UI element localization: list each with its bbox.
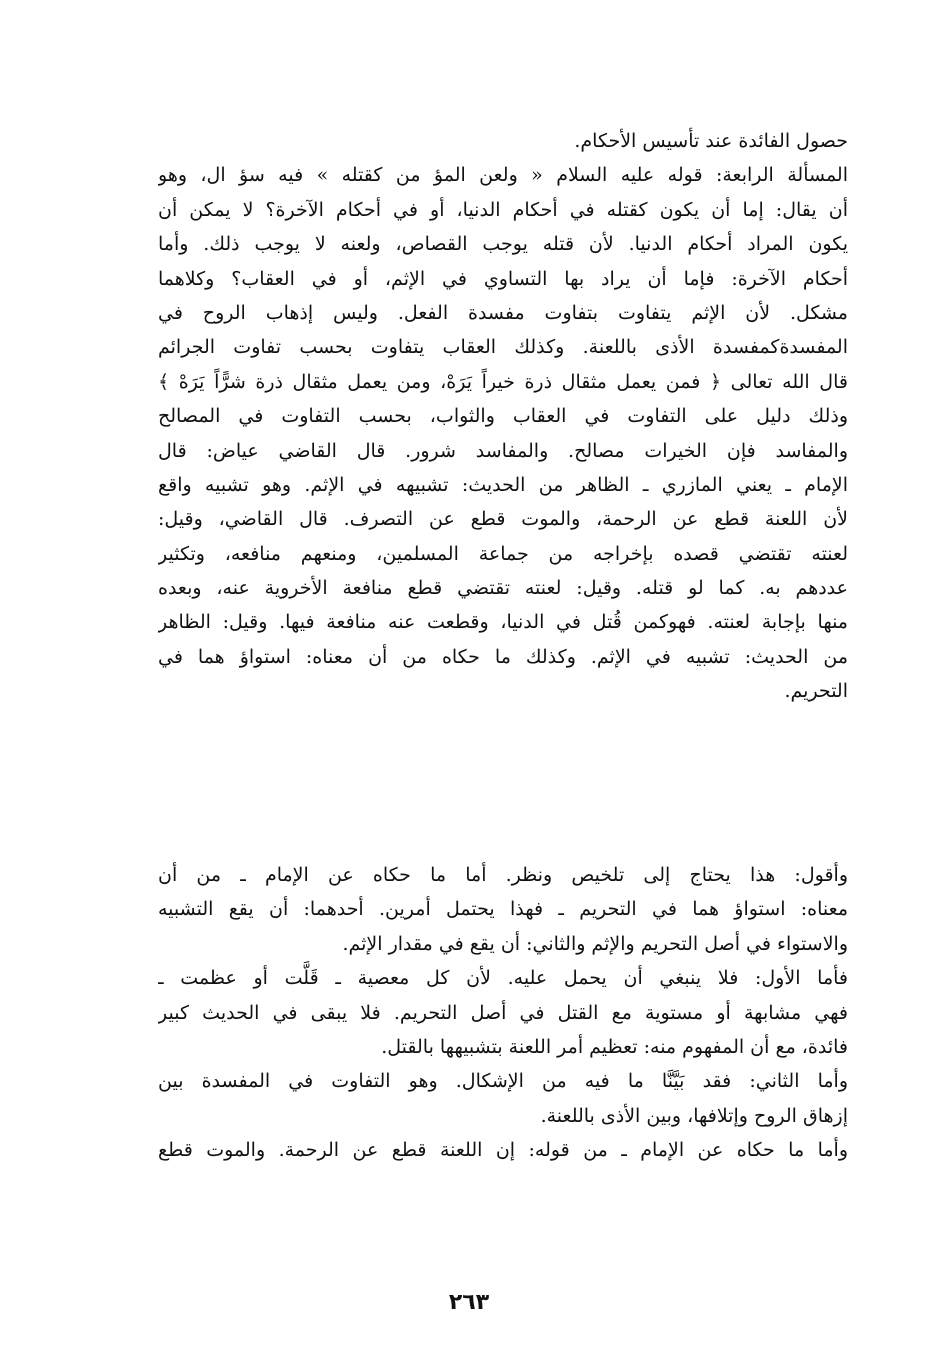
text-line: فهي مشابهة أو مستوية مع القتل في أصل التحريم. فلا يبقى في الحديث كبير [158,1001,848,1024]
text-line: والاستواء في أصل التحريم والإثم والثاني: أن يقع في مقدار الإثم. [342,932,848,955]
text-line: مشكل. لأن الإثم يتفاوت بتفاوت مفسدة الفعل. وليس إذهاب الروح في [158,301,848,324]
text-line: يكون المراد أحكام الدنيا. لأن قتله يوجب القصاص، ولعنه لا يوجب ذلك. وأما [158,233,848,256]
text-line: إزهاق الروح وإتلافها، وبين الأذى باللعنة. [540,1104,848,1127]
text-line: أن يقال: إما أن يكون كقتله في أحكام الدنيا، أو في أحكام الآخرة؟ لا يمكن أن [158,198,848,221]
text-line: وأما الثاني: فقد بَيَّنَّا ما فيه من الإشكال. وهو التفاوت في المفسدة بين [158,1070,848,1093]
text-line: أحكام الآخرة: فإما أن يراد بها التساوي في الإثم، أو في العقاب؟ وكلاهما [158,267,848,290]
text-line: فأما الأول: فلا ينبغي أن يحمل عليه. لأن كل معصية ـ قَلَّت أو عظمت ـ [158,967,848,990]
text-line: الإمام ـ يعني المازري ـ الظاهر من الحديث: تشبيهه في الإثم. وهو تشبيه واقع [158,473,848,496]
text-line: حصول الفائدة عند تأسيس الأحكام. [574,130,848,152]
text-line: منها بإجابة لعنته. فهوكمن قُتل في الدنيا، وقطعت عنه منافعة فيها. وقيل: الظاهر [158,611,848,634]
text-line: وأما ما حكاه عن الإمام ـ من قوله: إن اللعنة قطع عن الرحمة. والموت قطع [158,1139,848,1162]
text-line: والمفاسد فإن الخيرات مصالح. والمفاسد شرور. قال القاضي عياض: قال [158,439,848,462]
text-line: لأن اللعنة قطع عن الرحمة، والموت قطع عن التصرف. قال القاضي، وقيل: [158,508,848,531]
section-1 [158,124,848,709]
text-line: عددهم به. كما لو قتله. وقيل: لعنته تقتضي قطع منافعة الأخروية عنه، وبعده [158,577,848,600]
text-line: لعنته تقتضي قصده بإخراجه من جماعة المسلمين، ومنعهم منافعه، وتكثير [158,542,848,565]
text-line: فائدة، مع أن المفهوم منه: تعظيم أمر اللعنة بتشبيهها بالقتل. [381,1035,848,1058]
text-line: المسألة الرابعة: قوله عليه السلام « ولعن المؤ من كقتله » فيه سؤ ال، وهو [158,164,848,187]
text-line: التحريم. [784,680,848,703]
text-line: وأقول: هذا يحتاج إلى تلخيص ونظر. أما ما حكاه عن الإمام ـ من أن [158,864,848,886]
page-number: ٢٦٣ [448,1290,490,1315]
section-2 [158,858,848,1168]
quran-verse-line: قال الله تعالى ﴿ فمن يعمل مثقال ذرة خيراً يَرَهْ، ومن يعمل مثقال ذرة شرًّاً يَرَهْ ﴾ [158,370,848,393]
text-line: المفسدةكمفسدة الأذى باللعنة. وكذلك العقاب يتفاوت بحسب تفاوت الجرائم [158,336,848,359]
text-line: وذلك دليل على التفاوت في العقاب والثواب، بحسب التفاوت في المصالح [158,405,848,428]
text-line: معناه: استواؤ هما في التحريم ـ فهذا يحتمل أمرين. أحدهما: أن يقع التشبيه [158,898,848,921]
text-line: من الحديث: تشبيه في الإثم. وكذلك ما حكاه من أن معناه: استواؤ هما في [158,645,848,668]
